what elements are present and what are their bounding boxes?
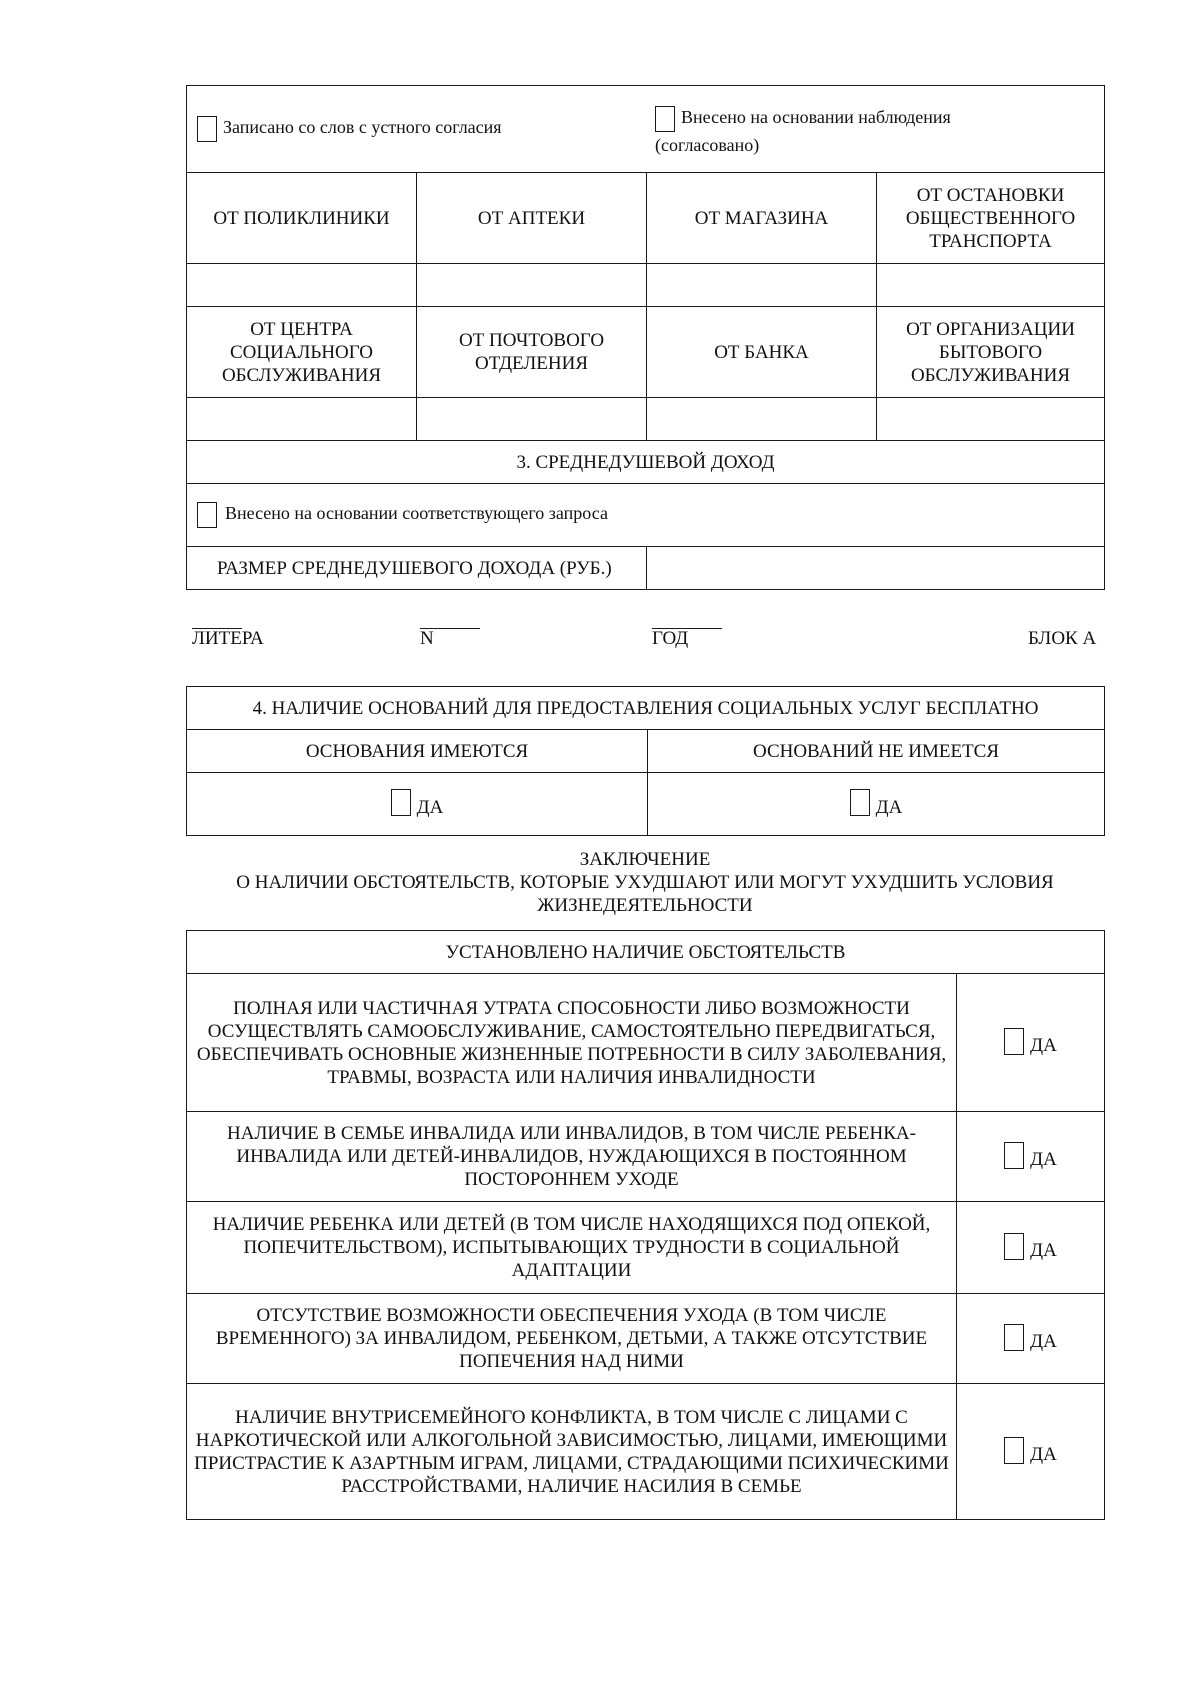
distance-header-bank: ОТ БАНКА bbox=[647, 307, 877, 398]
year-blank[interactable] bbox=[652, 628, 722, 629]
distance-header-post-office: ОТ ПОЧТОВОГО ОТДЕЛЕНИЯ bbox=[417, 307, 647, 398]
litera-blank[interactable] bbox=[192, 628, 242, 629]
circumstance-text: ОТСУТСТВИЕ ВОЗМОЖНОСТИ ОБЕСПЕЧЕНИЯ УХОДА (В ТОМ ЧИСЛЕ ВРЕМЕННОГО) ЗА ИНВАЛИДОМ, РЕБЕНКОМ, ДЕТЬМИ, А ТАКЖЕ ОТСУТСТВИЕ ПОПЕЧЕНИЯ НАД НИМИ bbox=[187, 1294, 957, 1384]
income-request-row[interactable] bbox=[187, 484, 1105, 547]
circumstance-text: НАЛИЧИЕ РЕБЕНКА ИЛИ ДЕТЕЙ (В ТОМ ЧИСЛЕ НАХОДЯЩИХСЯ ПОД ОПЕКОЙ, ПОПЕЧИТЕЛЬСТВОМ), ИСПЫТЫВАЮЩИХ ТРУДНОСТИ В СОЦИАЛЬНОЙ АДАПТАЦИИ bbox=[187, 1202, 957, 1294]
block-label: БЛОК А bbox=[1028, 628, 1097, 649]
oral-consent-checkbox[interactable] bbox=[197, 116, 217, 142]
distance-header-pharmacy: ОТ АПТЕКИ bbox=[417, 173, 647, 264]
ident-line bbox=[0, 628, 1200, 658]
distance-header-transport: ОТ ОСТАНОВКИ ОБЩЕСТВЕННОГО ТРАНСПОРТА bbox=[877, 173, 1105, 264]
distance-value-bank[interactable] bbox=[647, 398, 877, 441]
grounds-absent-checkbox[interactable] bbox=[850, 789, 870, 816]
distance-value-post-office[interactable] bbox=[417, 398, 647, 441]
grounds-exist-yes-label: ДА bbox=[416, 796, 444, 818]
circumstance-checkbox-4[interactable] bbox=[1004, 1324, 1024, 1351]
circumstance-yes-label: ДА bbox=[1030, 1035, 1057, 1057]
grounds-exist-checkbox[interactable] bbox=[391, 789, 411, 816]
income-size-value[interactable] bbox=[647, 547, 1105, 590]
year-label: ГОД bbox=[652, 628, 689, 649]
income-request-checkbox[interactable] bbox=[197, 502, 217, 528]
distance-value-household-service[interactable] bbox=[877, 398, 1105, 441]
circumstance-text: ПОЛНАЯ ИЛИ ЧАСТИЧНАЯ УТРАТА СПОСОБНОСТИ ЛИБО ВОЗМОЖНОСТИ ОСУЩЕСТВЛЯТЬ САМООБСЛУЖИВАНИЕ, САМОСТОЯТЕЛЬНО ПЕРЕДВИГАТЬСЯ, ОБЕСПЕЧИВАТЬ ОСНОВНЫЕ ЖИЗНЕННЫЕ ПОТРЕБНОСТИ В СИЛУ ЗАБОЛЕВАНИЯ, ТРАВМЫ, ВОЗРАСТА ИЛИ НАЛИЧИЯ ИНВАЛИДНОСТИ bbox=[187, 974, 957, 1112]
free-services-title: 4. НАЛИЧИЕ ОСНОВАНИЙ ДЛЯ ПРЕДОСТАВЛЕНИЯ СОЦИАЛЬНЫХ УСЛУГ БЕСПЛАТНО bbox=[187, 687, 1105, 730]
litera-label: ЛИТЕРА bbox=[192, 628, 264, 649]
circumstance-text: НАЛИЧИЕ ВНУТРИСЕМЕЙНОГО КОНФЛИКТА, В ТОМ ЧИСЛЕ С ЛИЦАМИ С НАРКОТИЧЕСКОЙ ИЛИ АЛКОГОЛЬНОЙ ЗАВИСИМОСТЬЮ, ЛИЦАМИ, ИМЕЮЩИМИ ПРИСТРАСТИЕ К АЗАРТНЫМ ИГРАМ, ЛИЦАМИ, СТРАДАЮЩИМИ ПСИХИЧЕСКИМИ РАССТРОЙСТВАМИ, НАЛИЧИЕ НАСИЛИЯ В СЕМЬЕ bbox=[187, 1384, 957, 1520]
circumstance-answer-cell bbox=[957, 1384, 1105, 1520]
observed-note: (согласовано) bbox=[655, 134, 760, 155]
distance-header-shop: ОТ МАГАЗИНА bbox=[647, 173, 877, 264]
circumstance-yes-label: ДА bbox=[1030, 1444, 1057, 1466]
option-observed[interactable] bbox=[655, 104, 951, 158]
circumstance-text: НАЛИЧИЕ В СЕМЬЕ ИНВАЛИДА ИЛИ ИНВАЛИДОВ, В ТОМ ЧИСЛЕ РЕБЕНКА-ИНВАЛИДА ИЛИ ДЕТЕЙ-ИНВАЛИДОВ, НУЖДАЮЩИХСЯ В ПОСТОЯННОМ ПОСТОРОННЕМ УХОДЕ bbox=[187, 1112, 957, 1202]
option-oral[interactable] bbox=[197, 116, 502, 142]
circumstances-header: УСТАНОВЛЕНО НАЛИЧИЕ ОБСТОЯТЕЛЬСТВ bbox=[187, 931, 1105, 974]
conclusion-heading bbox=[186, 848, 1104, 917]
conclusion-subtitle-line2: ЖИЗНЕДЕЯТЕЛЬНОСТИ bbox=[537, 895, 753, 916]
oral-consent-label: Записано со слов с устного согласия bbox=[223, 117, 502, 138]
circumstance-answer-cell bbox=[957, 1294, 1105, 1384]
circumstance-checkbox-1[interactable] bbox=[1004, 1028, 1024, 1055]
grounds-absent-yes-label: ДА bbox=[875, 796, 903, 818]
income-request-label: Внесено на основании соответствующего запроса bbox=[225, 503, 608, 524]
circumstance-yes-label: ДА bbox=[1030, 1240, 1057, 1262]
observed-label: Внесено на основании наблюдения bbox=[681, 107, 951, 127]
circumstance-checkbox-2[interactable] bbox=[1004, 1142, 1024, 1169]
distance-value-pharmacy[interactable] bbox=[417, 264, 647, 307]
free-services-table bbox=[186, 686, 1105, 836]
number-label: N bbox=[420, 628, 434, 649]
grounds-exist-header: ОСНОВАНИЯ ИМЕЮТСЯ bbox=[187, 730, 648, 773]
distance-value-clinic[interactable] bbox=[187, 264, 417, 307]
circumstance-answer-cell bbox=[957, 1112, 1105, 1202]
conclusion-subtitle-line1: О НАЛИЧИИ ОБСТОЯТЕЛЬСТВ, КОТОРЫЕ УХУДШАЮТ ИЛИ МОГУТ УХУДШИТЬ УСЛОВИЯ bbox=[236, 872, 1054, 893]
circumstance-answer-cell bbox=[957, 1202, 1105, 1294]
distance-header-clinic: ОТ ПОЛИКЛИНИКИ bbox=[187, 173, 417, 264]
grounds-absent-header: ОСНОВАНИЙ НЕ ИМЕЕТСЯ bbox=[648, 730, 1105, 773]
circumstance-yes-label: ДА bbox=[1030, 1149, 1057, 1171]
distances-table bbox=[186, 85, 1105, 590]
circumstances-table bbox=[186, 930, 1105, 1520]
distance-value-shop[interactable] bbox=[647, 264, 877, 307]
distance-header-household-service: ОТ ОРГАНИЗАЦИИ БЫТОВОГО ОБСЛУЖИВАНИЯ bbox=[877, 307, 1105, 398]
distance-value-transport[interactable] bbox=[877, 264, 1105, 307]
observed-checkbox[interactable] bbox=[655, 106, 675, 132]
consent-row bbox=[187, 86, 1105, 173]
income-size-label: РАЗМЕР СРЕДНЕДУШЕВОГО ДОХОДА (РУБ.) bbox=[187, 547, 647, 590]
conclusion-title: ЗАКЛЮЧЕНИЕ bbox=[579, 849, 711, 870]
circumstance-checkbox-5[interactable] bbox=[1004, 1437, 1024, 1464]
circumstance-answer-cell bbox=[957, 974, 1105, 1112]
circumstance-yes-label: ДА bbox=[1030, 1331, 1057, 1353]
income-section-title: 3. СРЕДНЕДУШЕВОЙ ДОХОД bbox=[187, 441, 1105, 484]
number-blank[interactable] bbox=[420, 628, 480, 629]
distance-header-social-center: ОТ ЦЕНТРА СОЦИАЛЬНОГО ОБСЛУЖИВАНИЯ bbox=[187, 307, 417, 398]
grounds-absent-cell bbox=[648, 773, 1105, 836]
grounds-exist-cell bbox=[187, 773, 648, 836]
distance-value-social-center[interactable] bbox=[187, 398, 417, 441]
circumstance-checkbox-3[interactable] bbox=[1004, 1233, 1024, 1260]
